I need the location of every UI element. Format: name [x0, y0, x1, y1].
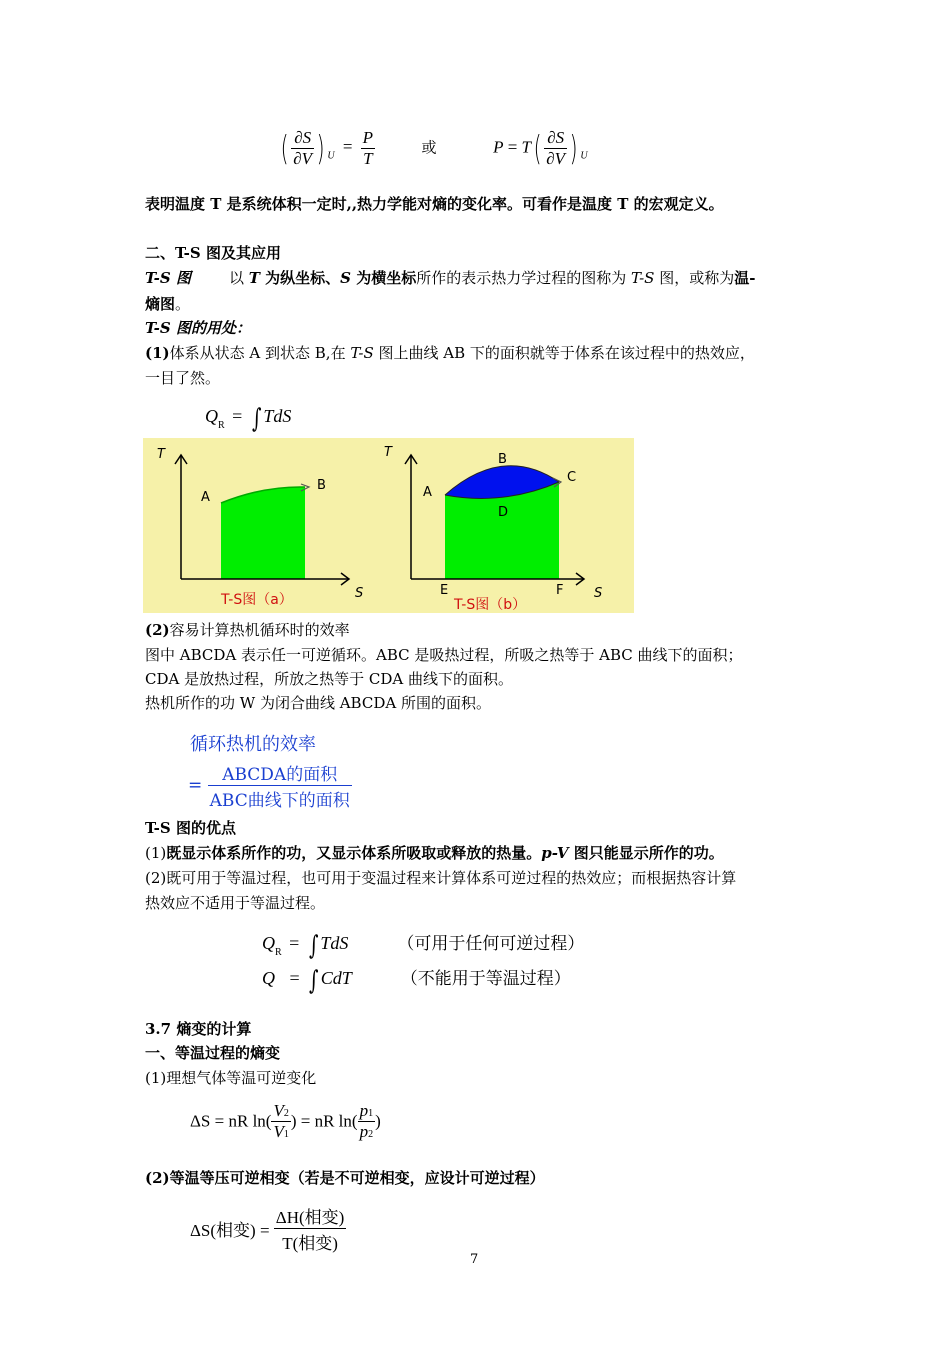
label-s-a: S	[355, 586, 364, 601]
label-t-a: T	[157, 447, 165, 462]
equation-phase-change: ΔS(相变) = $\frac{\text{ΔH(相变)}}{\text{T(相变)}}$	[190, 1203, 346, 1254]
ts-diagram-figure	[143, 438, 634, 613]
equation-qr-tds: $Q_R$ = ∫ TdS （可用于任何可逆过程）	[262, 931, 585, 961]
advantage-1: (1)既显示体系所作的功，又显示体系所吸取或释放的热量。p-V 图只能显示所作的功。	[145, 844, 724, 862]
use-1-cont: 一目了然。	[145, 369, 221, 387]
label-a-b: A	[423, 485, 432, 500]
efficiency-equation: = $\frac{\text{ABCDA的面积}}{\text{ABC曲线下的面积}}$	[188, 760, 352, 811]
ts-definition: T-S 图 以 T 为纵坐标、S 为横坐标所作的表示热力学过程的图称为 T-S 图，或称为温-	[145, 269, 756, 287]
temperature-definition: 表明温度 T 是系统体积一定时,,热力学能对熵的变化率。可看作是温度 T 的宏观定义。	[145, 195, 724, 213]
equation-isothermal-entropy: ΔS = nR ln( $\frac{V2}{V1}$ ) = nR ln( $\frac{p1}{p2}$ )	[190, 1101, 381, 1141]
equation-q-cdt: Q = ∫ CdT （不能用于等温过程）	[262, 966, 571, 996]
ts-uses-heading: T-S 图的用处：	[145, 319, 251, 337]
ts-definition-cont: 熵图。	[145, 295, 191, 313]
advantage-2: (2)既可用于等温过程，也可用于变温过程来计算体系可逆过程的热效应；而根据热容计算	[145, 869, 737, 887]
equation-ds-dv: ( $\frac{\partial S}{\partial V}$ ) $_U$ = $\frac{P}{T}$ 或 P = T( $\frac{\partial S}{\partial V}$ ) $_U$	[280, 128, 588, 169]
section-3-7-heading: 3.7 熵变的计算	[145, 1020, 252, 1038]
label-b-a: B	[317, 478, 326, 493]
label-e-b: E	[440, 583, 449, 598]
phase-change-heading: (2)等温等压可逆相变（若是不可逆相变，应设计可逆过程）	[145, 1169, 545, 1187]
caption-a: T-S图（a）	[221, 592, 293, 608]
efficiency-title: 循环热机的效率	[190, 734, 316, 755]
equation-qr: $Q_R$ = ∫ TdS	[205, 404, 292, 434]
use-2: (2)容易计算热机循环时的效率	[145, 621, 350, 639]
abcda-description-1: 图中 ABCDA 表示任一可逆循环。ABC 是吸热过程，所吸之热等于 ABC 曲线下的面积；	[145, 646, 743, 664]
label-b-b: B	[498, 452, 507, 467]
label-s-b: S	[594, 586, 603, 601]
ts-advantages-heading: T-S 图的优点	[145, 819, 236, 837]
label-t-b: T	[384, 445, 392, 460]
label-d-b: D	[498, 505, 509, 520]
label-f-b: F	[556, 583, 564, 598]
ideal-gas-isothermal: (1)理想气体等温可逆变化	[145, 1069, 317, 1087]
area-under-ab	[221, 487, 305, 579]
advantage-2-cont: 热效应不适用于等温过程。	[145, 894, 326, 912]
work-description: 热机所作的功 W 为闭合曲线 ABCDA 所围的面积。	[145, 694, 491, 712]
use-1: (1)体系从状态 A 到状态 B,在 T-S 图上曲线 AB 下的面积就等于体系在该过程中的热效应，	[145, 344, 755, 362]
label-c-b: C	[567, 470, 577, 485]
isothermal-heading: 一、等温过程的熵变	[145, 1044, 281, 1062]
section-heading-ts: 二、T-S 图及其应用	[145, 244, 281, 262]
caption-b: T-S图（b）	[454, 597, 527, 613]
abcda-description-2: CDA 是放热过程，所放之热等于 CDA 曲线下的面积。	[145, 670, 513, 688]
page-number: 7	[470, 1252, 479, 1267]
label-a-a: A	[201, 490, 210, 505]
